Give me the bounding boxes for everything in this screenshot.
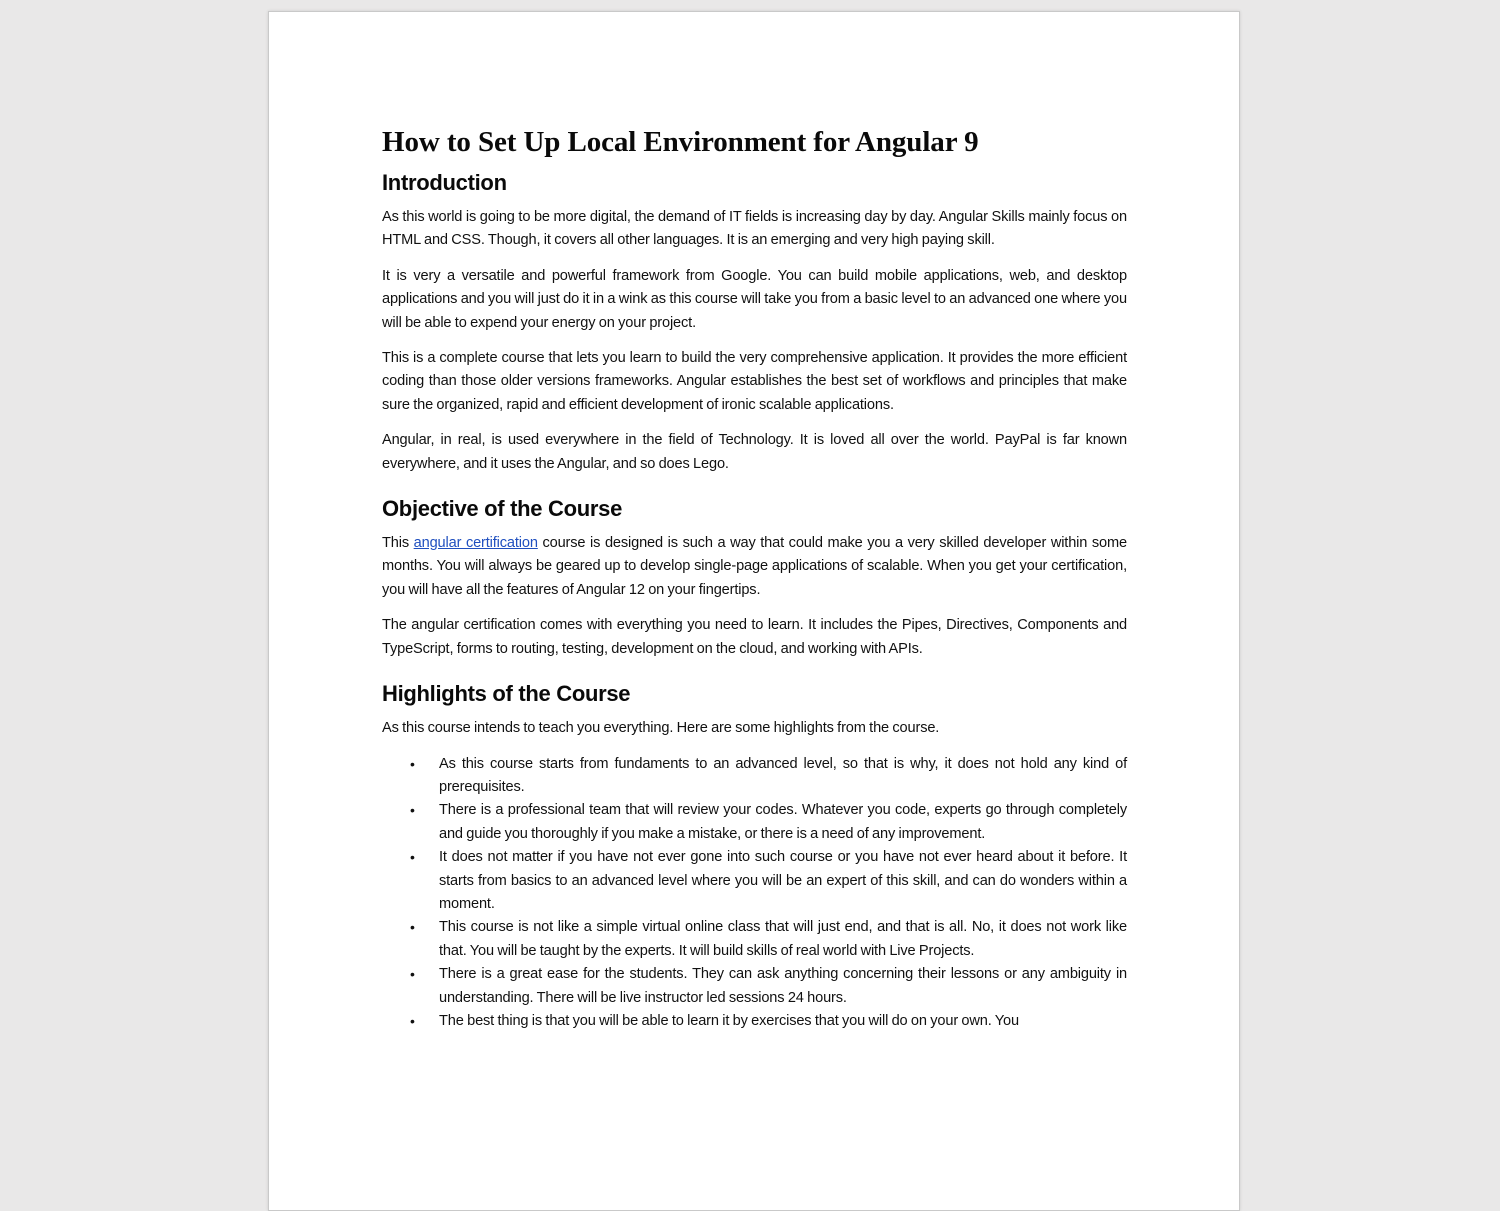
list-item [410, 916, 1127, 963]
list-item [410, 963, 1127, 1010]
list-item-text: It does not matter if you have not ever gone into such course or you have not ever heard about it before. It starts from basics to an advanced level where you will be an expert of this skill, and can do wonders within a moment. [439, 849, 1127, 912]
highlights-list [382, 753, 1127, 1034]
bullet-icon: • [410, 849, 415, 866]
heading-introduction: Introduction [382, 170, 507, 195]
list-item [410, 799, 1127, 846]
bullet-icon: • [410, 802, 415, 819]
bullet-icon: • [410, 966, 415, 983]
list-item-text: There is a professional team that will review your codes. Whatever you code, experts go through completely and guide you thoroughly if you make a mistake, or there is a need of any improvement. [439, 802, 1127, 842]
document-title: How to Set Up Local Environment for Angular 9 [382, 126, 979, 158]
document-page [268, 11, 1240, 1211]
bullet-icon: • [410, 755, 415, 772]
list-item-text: This course is not like a simple virtual online class that will just end, and that is all. No, it does not work like that. You will be taught by the experts. It will build skills of real world with Live Projects. [439, 919, 1127, 959]
angular-certification-link[interactable]: angular certification [413, 535, 538, 552]
objective-paragraph-2: The angular certification comes with everything you need to learn. It includes the Pipes, Directives, Components and TypeScript, forms to routing, testing, development on the cloud, and working with APIs. [382, 617, 1127, 657]
intro-paragraph-1: As this world is going to be more digital, the demand of IT fields is increasing day by day. Angular Skills mainly focus on HTML and CSS. Though, it covers all other languages. It is an emerging and very high paying skill. [382, 209, 1127, 249]
bullet-icon: • [410, 919, 415, 936]
intro-paragraph-3: This is a complete course that lets you learn to build the very comprehensive application. It provides the more efficient coding than those older versions frameworks. Angular establishes the best set of workflows and principles that make sure the organized, rapid and efficient development of ironic scalable applications. [382, 350, 1127, 413]
document-content [382, 124, 1127, 1033]
heading-objective: Objective of the Course [382, 496, 623, 522]
list-item-text: There is a great ease for the students. They can ask anything concerning their lessons or any ambiguity in understanding. There will be live instructor led sessions 24 hours. [439, 966, 1127, 1006]
list-item [410, 753, 1127, 800]
list-item [410, 1010, 1127, 1033]
heading-highlights: Highlights of the Course [382, 681, 631, 707]
list-item-text: The best thing is that you will be able to learn it by exercises that you will do on your own. You [439, 1012, 1019, 1029]
objective-paragraph-1 [382, 532, 1127, 602]
intro-paragraph-4: Angular, in real, is used everywhere in the field of Technology. It is loved all over the world. PayPal is far known everywhere, and it uses the Angular, and so does Lego. [382, 432, 1127, 472]
objective-text-suffix: course is designed is such a way that could make you a very skilled developer within some months. You will always be geared up to develop single-page applications of scalable. When you get your certification, you will have all the features of Angular 12 on your fingertips. [382, 535, 1127, 598]
highlights-intro: As this course intends to teach you everything. Here are some highlights from the course. [382, 720, 940, 737]
objective-text-prefix: This [382, 535, 414, 552]
list-item-text: As this course starts from fundaments to an advanced level, so that is why, it does not hold any kind of prerequisites. [439, 755, 1127, 795]
intro-paragraph-2: It is very a versatile and powerful framework from Google. You can build mobile applications, web, and desktop applications and you will just do it in a wink as this course will take you from a basic level to an advanced one where you will be able to expend your energy on your project. [382, 267, 1127, 331]
bullet-icon: • [410, 1012, 415, 1029]
list-item [410, 846, 1127, 916]
